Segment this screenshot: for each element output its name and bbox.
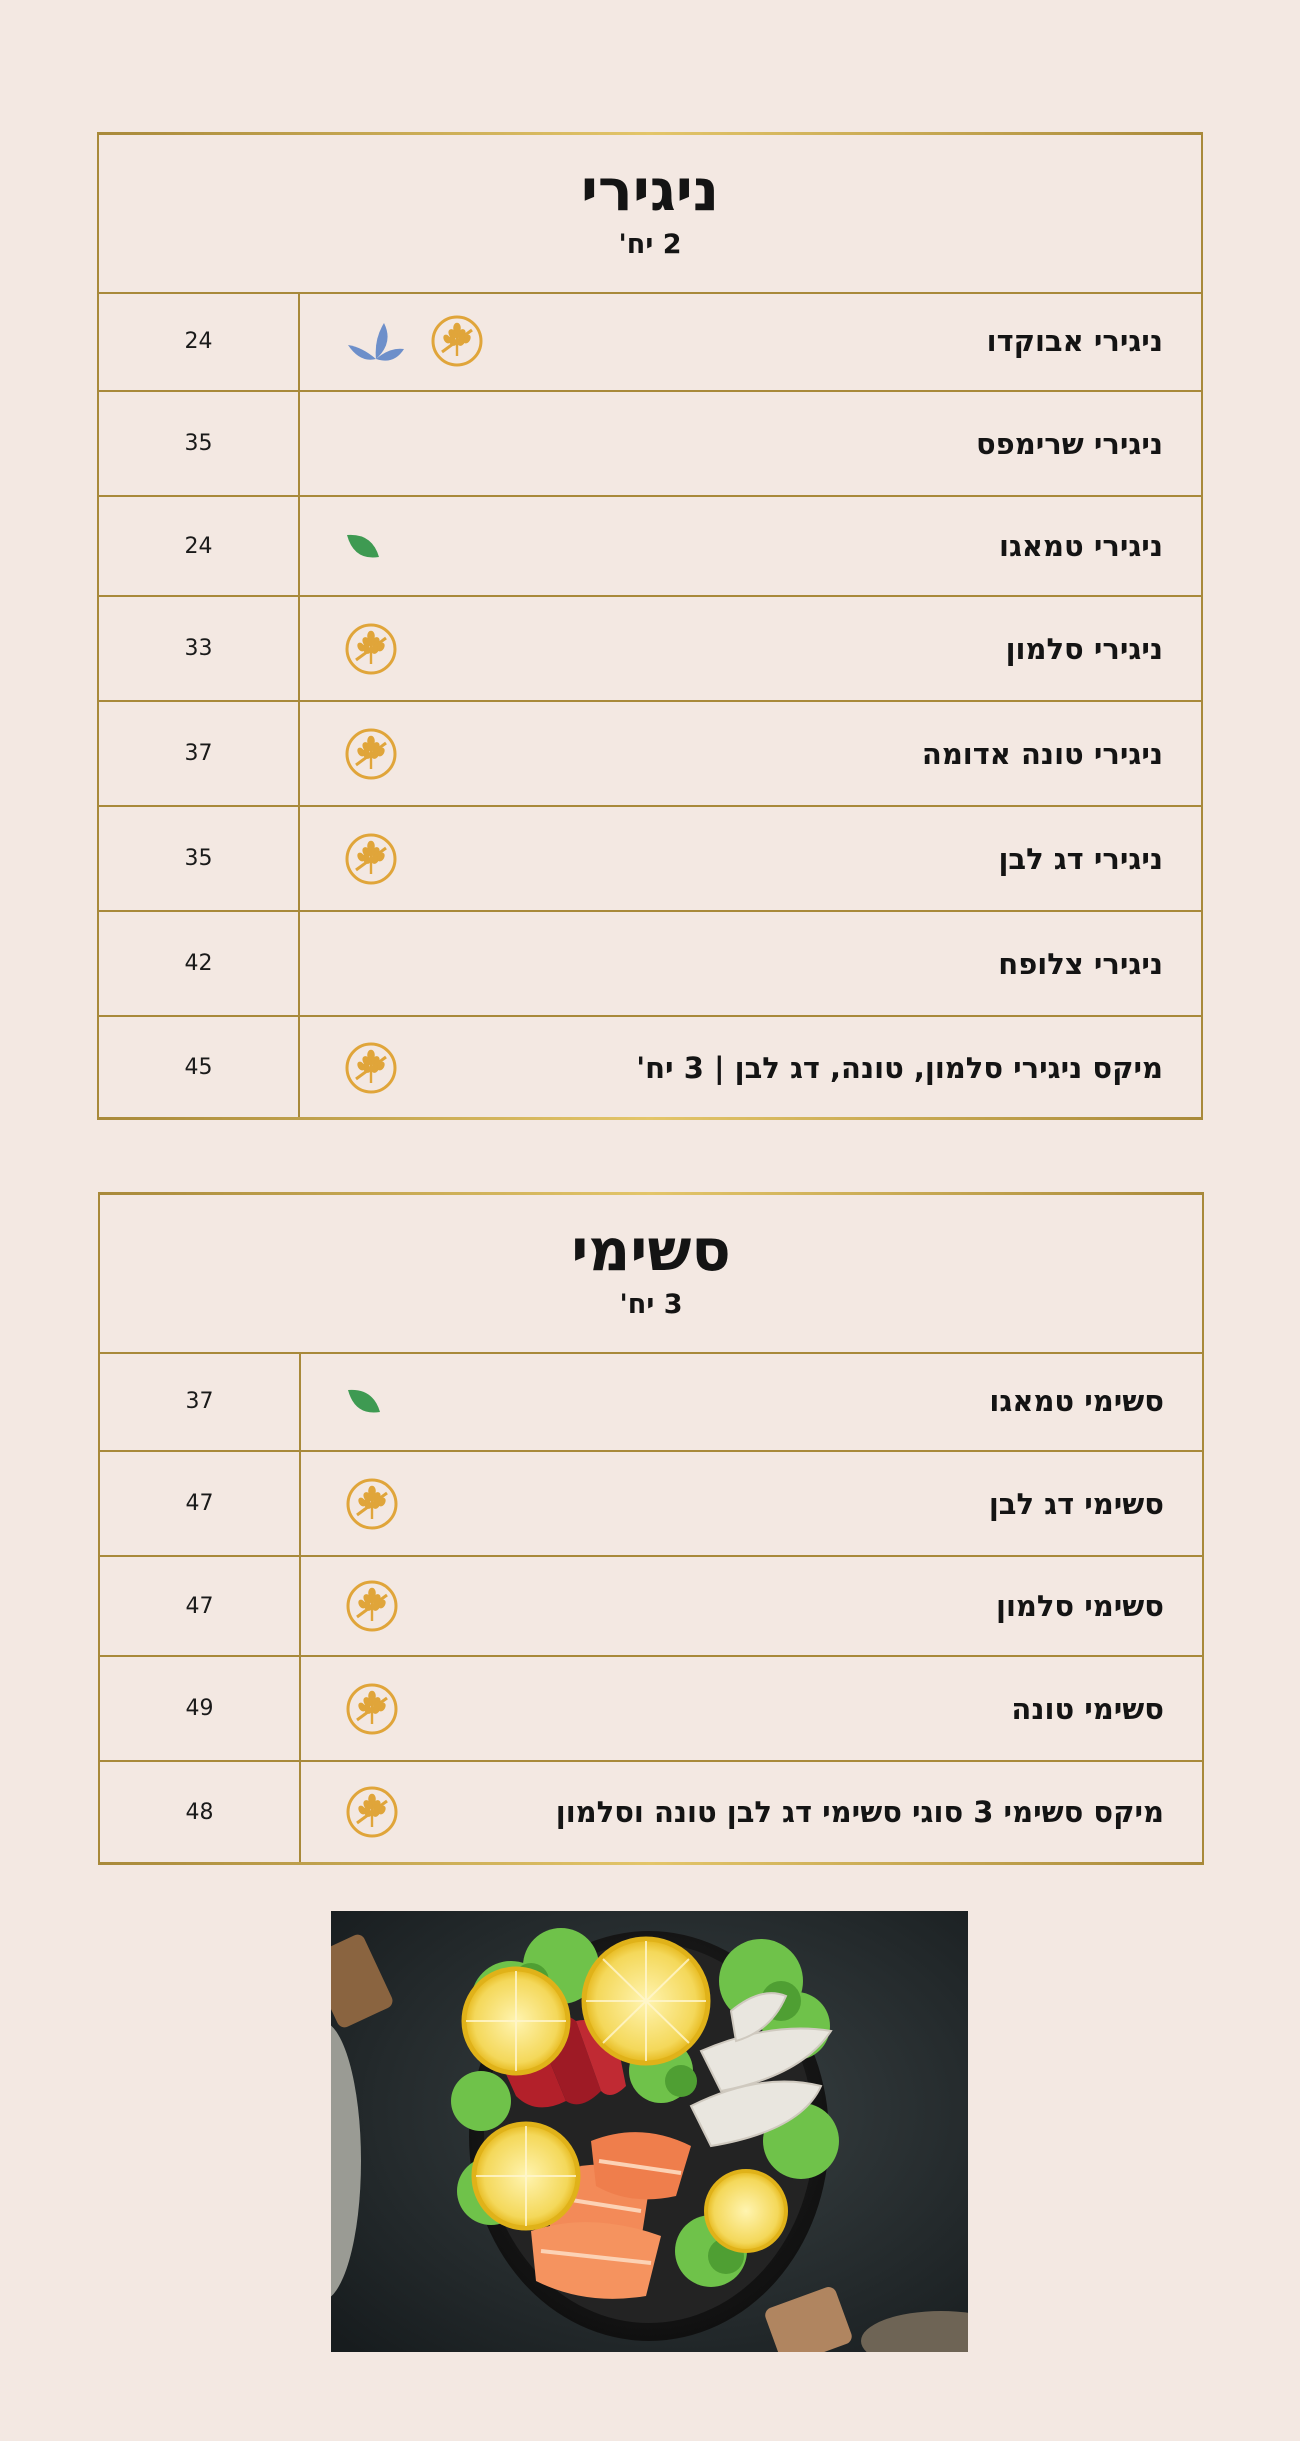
nigiri-section <box>97 132 1203 1120</box>
sashimi-bowl-photo <box>331 1911 968 2352</box>
menu-item-row <box>99 1017 1201 1118</box>
menu-item-row <box>99 702 1201 807</box>
menu-item-row <box>100 1657 1202 1762</box>
wheat-icon <box>344 727 398 781</box>
nigiri-subtitle: 2 יח' <box>618 229 682 260</box>
sashimi-header <box>100 1194 1202 1354</box>
menu-item-icons <box>344 497 382 595</box>
menu-item-price: 49 <box>100 1657 301 1760</box>
wheat-icon <box>344 1041 398 1095</box>
menu-item-icons <box>344 597 398 700</box>
menu-item-name: ניגירי טונה אדומה <box>921 736 1163 771</box>
menu-item-price: 47 <box>100 1557 301 1655</box>
nigiri-header <box>99 134 1201 294</box>
menu-item-name: ניגירי טמאגו <box>999 529 1163 563</box>
wheat-icon <box>345 1477 399 1531</box>
menu-item-name: ניגירי אבוקדו <box>986 324 1163 358</box>
menu-item-name: ניגירי שרימפס <box>975 426 1163 461</box>
menu-item-name: מיקס סשימי 3 סוגי סשימי דג לבן טונה וסלמון <box>555 1795 1164 1829</box>
menu-item-price: 48 <box>100 1762 301 1862</box>
menu-item-row <box>100 1762 1202 1862</box>
menu-item-price: 33 <box>99 597 300 700</box>
menu-item-icons <box>344 292 484 390</box>
menu-item-row <box>100 1352 1202 1452</box>
menu-item-icons <box>345 1657 399 1760</box>
menu-item-price: 42 <box>99 912 300 1015</box>
menu-item-price: 24 <box>99 292 300 390</box>
menu-item-row <box>99 912 1201 1017</box>
menu-item-icons <box>345 1762 399 1862</box>
menu-item-icons <box>345 1452 399 1555</box>
menu-item-row <box>99 807 1201 912</box>
menu-item-row <box>99 292 1201 392</box>
menu-item-name: סשימי דג לבן <box>988 1486 1164 1521</box>
menu-item-price: 37 <box>99 702 300 805</box>
sashimi-section <box>98 1192 1204 1865</box>
menu-item-name: סשימי טונה <box>1011 1691 1164 1726</box>
leaf-icon <box>344 531 382 561</box>
wheat-icon <box>430 314 484 368</box>
menu-item-name: מיקס ניגירי סלמון, טונה, דג לבן | 3 יח' <box>636 1050 1163 1085</box>
wheat-icon <box>345 1785 399 1839</box>
menu-item-price: 37 <box>100 1352 301 1450</box>
wheat-icon <box>344 832 398 886</box>
menu-item-icons <box>344 702 398 805</box>
menu-item-price: 24 <box>99 497 300 595</box>
menu-item-name: ניגירי צלופח <box>998 946 1163 981</box>
menu-item-price: 35 <box>99 392 300 495</box>
menu-item-row <box>100 1452 1202 1557</box>
menu-item-name: סשימי טמאגו <box>989 1384 1164 1418</box>
menu-item-icons <box>344 1017 398 1118</box>
menu-item-price: 47 <box>100 1452 301 1555</box>
menu-item-row <box>99 497 1201 597</box>
menu-item-row <box>100 1557 1202 1657</box>
menu-item-name: ניגירי סלמון <box>1005 631 1163 666</box>
menu-item-row <box>99 392 1201 497</box>
menu-item-name: סשימי סלמון <box>995 1589 1164 1623</box>
menu-item-price: 35 <box>99 807 300 910</box>
sashimi-subtitle: 3 יח' <box>619 1289 683 1320</box>
menu-item-price: 45 <box>99 1017 300 1118</box>
menu-item-row <box>99 597 1201 702</box>
leaves-icon <box>344 319 408 363</box>
menu-item-icons <box>344 807 398 910</box>
wheat-icon <box>345 1579 399 1633</box>
nigiri-title: ניגירי <box>580 156 720 224</box>
menu-item-icons <box>345 1352 383 1450</box>
menu-item-icons <box>345 1557 399 1655</box>
menu-item-name: ניגירי דג לבן <box>998 841 1163 876</box>
wheat-icon <box>344 622 398 676</box>
leaf-icon <box>345 1386 383 1416</box>
wheat-icon <box>345 1682 399 1736</box>
sashimi-title: סשימי <box>571 1216 731 1284</box>
